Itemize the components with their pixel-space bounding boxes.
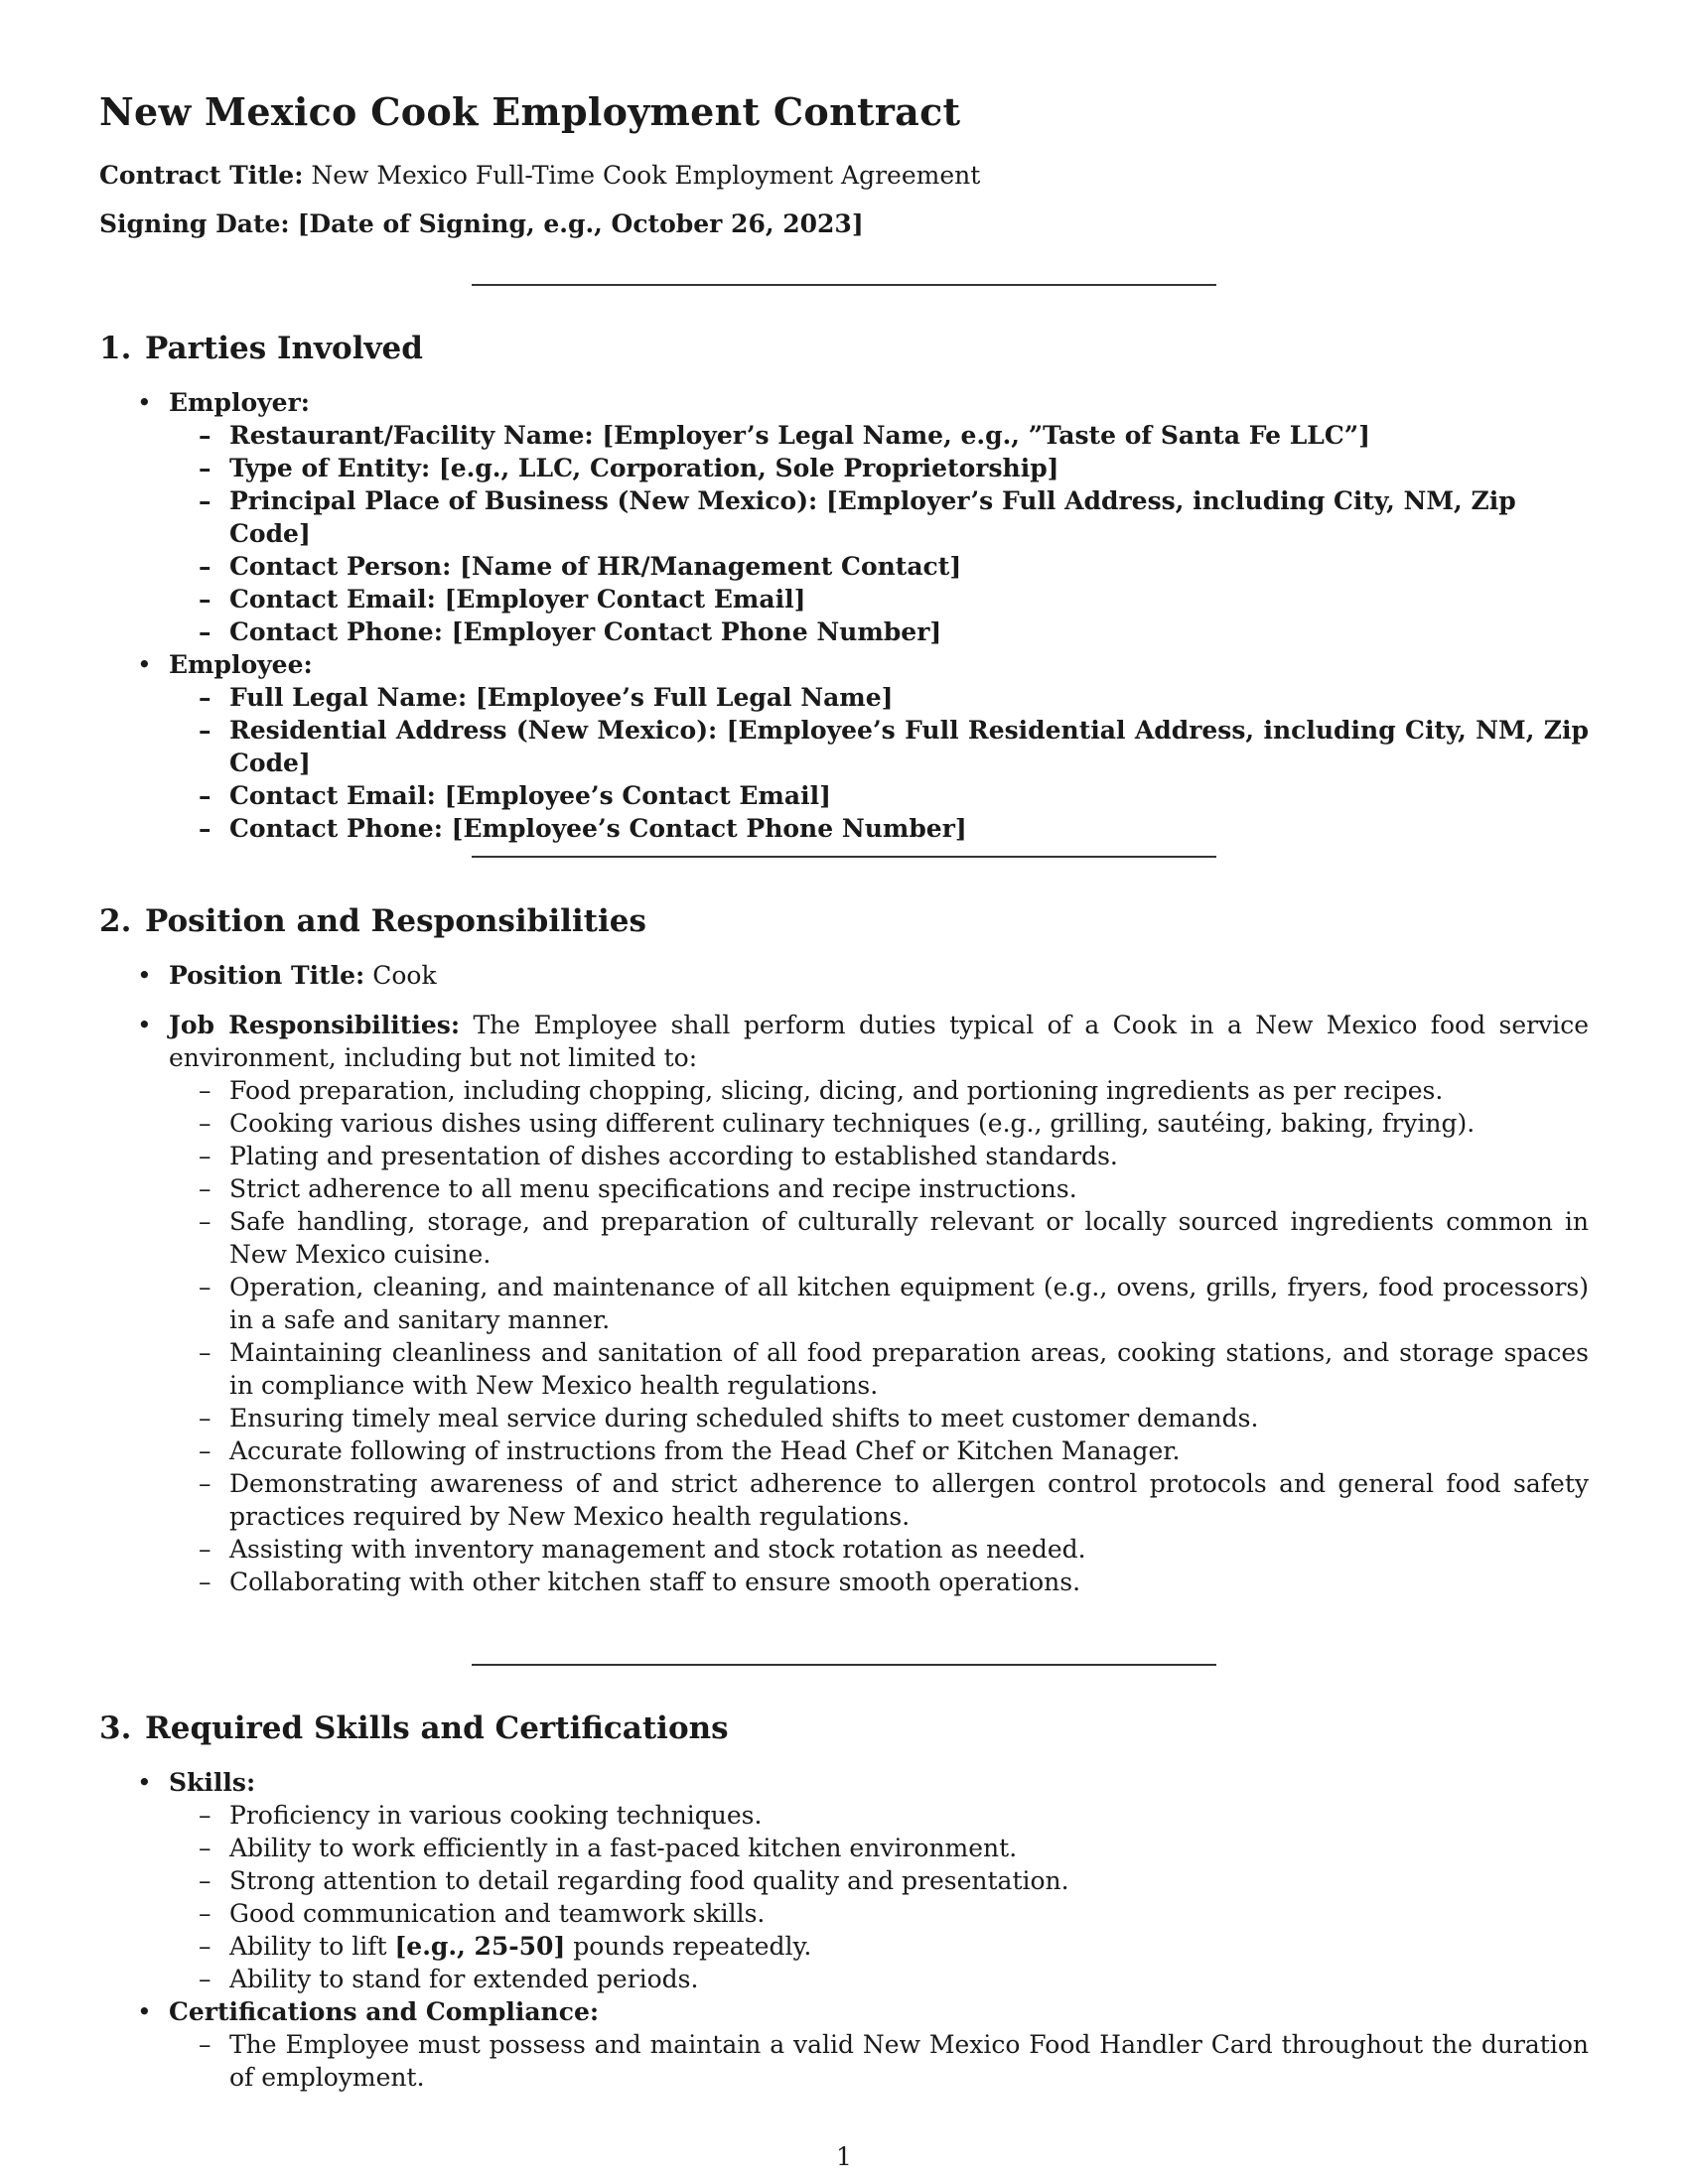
job-responsibilities-item — [99, 1009, 1589, 1598]
contract-title-value: New Mexico Full-Time Cook Employment Agreement — [311, 161, 981, 190]
list-item: – Proficiency in various cooking techniques. — [169, 1799, 1589, 1832]
lift-prefix: Ability to lift — [229, 1932, 395, 1961]
list-item: – Demonstrating awareness of and strict adherence to allergen control protocols and general food safety practices required by New Mexico health regulations. — [169, 1467, 1589, 1533]
divider — [472, 284, 1216, 286]
employer-block — [99, 386, 1589, 648]
list-item: – Collaborating with other kitchen staff to ensure smooth operations. — [169, 1566, 1589, 1598]
contract-page — [99, 0, 1589, 2184]
list-item: – Contact Phone: [Employee’s Contact Phone Number] — [169, 812, 1589, 845]
list-item: – Safe handling, storage, and preparation of culturally relevant or locally sourced ingredients common in New Mexico cuisine. — [169, 1205, 1589, 1271]
divider — [472, 856, 1216, 858]
list-item: – Type of Entity: [e.g., LLC, Corporation, Sole Proprietorship] — [169, 452, 1589, 484]
employee-block — [99, 648, 1589, 845]
list-item: – Contact Person: [Name of HR/Management Contact] — [169, 550, 1589, 583]
skills-certifications-list — [99, 1766, 1589, 2094]
employer-details — [169, 419, 1589, 648]
lift-suffix: pounds repeatedly. — [565, 1932, 812, 1961]
section-title: Required Skills and Certifications — [145, 1710, 729, 1746]
section-number: 1. — [99, 331, 132, 366]
job-responsibilities-label: Job Responsibilities: — [169, 1011, 461, 1039]
section-number: 2. — [99, 903, 132, 939]
contract-title-line — [99, 159, 980, 192]
contract-title-label: Contract Title: — [99, 161, 304, 190]
list-item: – Full Legal Name: [Employee’s Full Legal Name] — [169, 681, 1589, 714]
list-item: – Residential Address (New Mexico): [Employee’s Full Residential Address, including City, NM, Zip Code] — [169, 714, 1589, 779]
section-title: Position and Responsibilities — [145, 903, 646, 939]
list-item: – The Employee must possess and maintain a valid New Mexico Food Handler Card throughout the duration of employment. — [169, 2028, 1589, 2094]
list-item: – Assisting with inventory management and stock rotation as needed. — [169, 1533, 1589, 1566]
skills-list — [169, 1799, 1589, 1995]
job-responsibilities-intro: The Employee shall perform duties typical of a Cook in a New Mexico food service environment, including but not limited to: — [169, 1011, 1589, 1072]
divider — [472, 1664, 1216, 1666]
section-number: 3. — [99, 1710, 132, 1746]
signing-date-value: [Date of Signing, e.g., October 26, 2023] — [297, 209, 864, 238]
signing-date-line — [99, 207, 864, 240]
list-item: – Contact Phone: [Employer Contact Phone Number] — [169, 615, 1589, 648]
employer-label: Employer: — [169, 388, 310, 417]
list-item: – Plating and presentation of dishes according to established standards. — [169, 1140, 1589, 1172]
list-item: – Contact Email: [Employee’s Contact Email] — [169, 779, 1589, 812]
page-number: 1 — [836, 2142, 852, 2171]
list-item: – Good communication and teamwork skills. — [169, 1897, 1589, 1930]
signing-date-label: Signing Date: — [99, 209, 290, 238]
section-title: Parties Involved — [145, 331, 423, 366]
list-item: – Restaurant/Facility Name: [Employer’s Legal Name, e.g., ”Taste of Santa Fe LLC”] — [169, 419, 1589, 452]
position-title-value: Cook — [372, 961, 437, 990]
position-title-item — [99, 959, 1589, 992]
duties-list — [169, 1074, 1589, 1598]
certifications-block — [99, 1995, 1589, 2094]
list-item: – Accurate following of instructions from the Head Chef or Kitchen Manager. — [169, 1434, 1589, 1467]
section-heading-parties — [99, 331, 423, 366]
list-item: – Principal Place of Business (New Mexico): [Employer’s Full Address, including City, NM, Zip Code] — [169, 484, 1589, 550]
list-item: – Ability to stand for extended periods. — [169, 1963, 1589, 1995]
list-item: – Ensuring timely meal service during scheduled shifts to meet customer demands. — [169, 1402, 1589, 1434]
certifications-list — [169, 2028, 1589, 2094]
list-item — [169, 1930, 1589, 1963]
list-item: – Ability to work efficiently in a fast-paced kitchen environment. — [169, 1832, 1589, 1864]
lift-value: [e.g., 25-50] — [394, 1932, 566, 1961]
list-item: – Operation, cleaning, and maintenance of all kitchen equipment (e.g., ovens, grills, fryers, food processors) in a safe and sanitary manner. — [169, 1271, 1589, 1336]
list-item: – Cooking various dishes using different culinary techniques (e.g., grilling, sautéing, baking, frying). — [169, 1107, 1589, 1140]
skills-block — [99, 1766, 1589, 1995]
skills-label: Skills: — [169, 1768, 256, 1797]
certifications-label: Certifications and Compliance: — [169, 1997, 600, 2026]
section-heading-position — [99, 903, 646, 939]
document-title: New Mexico Cook Employment Contract — [99, 89, 961, 134]
position-title-label: Position Title: — [169, 961, 365, 990]
employee-label: Employee: — [169, 650, 313, 679]
list-item: – Food preparation, including chopping, slicing, dicing, and portioning ingredients as per recipes. — [169, 1074, 1589, 1107]
parties-list — [99, 386, 1589, 845]
position-list — [99, 959, 1589, 1598]
list-item: – Strong attention to detail regarding food quality and presentation. — [169, 1864, 1589, 1897]
list-item: – Contact Email: [Employer Contact Email] — [169, 583, 1589, 615]
list-item: – Strict adherence to all menu specifications and recipe instructions. — [169, 1172, 1589, 1205]
list-item: – Maintaining cleanliness and sanitation of all food preparation areas, cooking stations, and storage spaces in compliance with New Mexico health regulations. — [169, 1336, 1589, 1402]
section-heading-skills — [99, 1710, 729, 1746]
employee-details — [169, 681, 1589, 845]
